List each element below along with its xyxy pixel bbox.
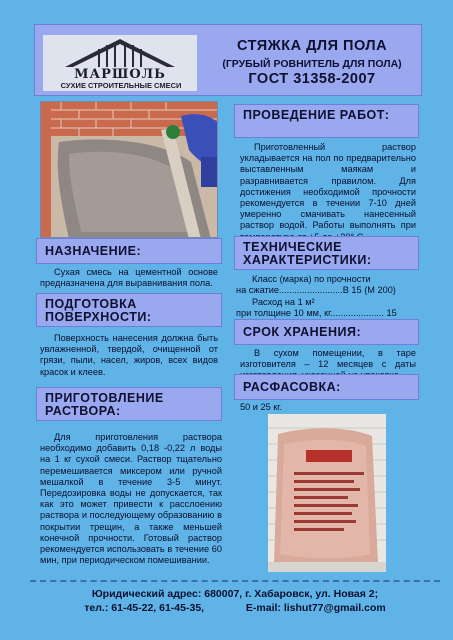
preparation-heading: ПРИГОТОВЛЕНИЕ РАСТВОРА: (36, 387, 222, 421)
header-banner (34, 24, 422, 96)
shelf-life-text: В сухом помещении, в таре изготовителя – 12 месяцев с даты (240, 348, 416, 370)
company-logo (43, 35, 197, 91)
spec-row: на сжатие.........................В 15 (М 200) (236, 285, 396, 295)
application-heading: ПРОВЕДЕНИЕ РАБОТ: (234, 104, 419, 138)
legal-address: Юридический адрес: 680007, г. Хабаровск, ул. Новая 2; (91, 588, 379, 600)
floor-screed-photo (40, 101, 218, 238)
logo-name: МАРШОЛЬ (74, 67, 166, 82)
packaging-heading: РАСФАСОВКА: (234, 374, 419, 400)
application-text: Приготовленный раствор укладывается на пол по предварительно выставленным маякам и разравнивается правилом. Для достижения необходимой прочности рекомендуется в течении 7-10 дней умеренно смачивать нанесенный раствор водой. Работы выполнять при (240, 142, 416, 231)
purpose-heading: НАЗНАЧЕНИЕ: (36, 238, 222, 264)
specs-heading: ТЕХНИЧЕСКИЕ ХАРАКТЕРИСТИКИ: (234, 236, 419, 270)
purpose-text: Сухая смесь на цементной основе предназначена для выравнивания пола. (40, 267, 218, 289)
contact-line (30, 602, 440, 614)
phone-numbers: тел.: 61-45-22, 61-45-35, (84, 602, 205, 614)
email-link[interactable]: E-mail: lishut77@gmail.com (245, 602, 386, 614)
product-title: СТЯЖКА ДЛЯ ПОЛА (236, 38, 388, 54)
product-standard: ГОСТ 31358-2007 (248, 71, 376, 87)
preparation-text: Для приготовления раствора необходимо добавить 0,18 -0,22 л воды на 1 кг сухой смеси. Раствор тщательно перемешивается миксером или ручной мешалкой в течение 3-5 минут. Передозировка воды не допускается, так как это может привести к расслоению раствора и последующему образованию в покрытии трещин, а также меньшей конечной прочности. Готовый раствор рекомендуется использовать в течение 60 мин, при периодическом помешивании. (40, 432, 222, 566)
surface-text: Поверхность нанесения должна быть увлажненной, твердой, очищенной от грязи, пыли, насел, жиров, всех видов красок и клеев. (40, 333, 218, 377)
spec-row: при толщине 10 мм, кг..................... 15 (236, 308, 397, 318)
product-subtitle: (ГРУБЫЙ РОВНИТЕЛЬ ДЛЯ ПОЛА) (222, 58, 402, 70)
product-bag-photo (268, 414, 386, 572)
surface-heading: ПОДГОТОВКА ПОВЕРХНОСТИ: (36, 293, 222, 327)
spec-row: Класс (марка) по прочности (252, 274, 371, 284)
packaging-text: 50 и 25 кг. (240, 402, 283, 412)
spec-row: Расход на 1 м² (252, 297, 315, 307)
logo-tagline: СУХИЕ СТРОИТЕЛЬНЫЕ СМЕСИ (60, 81, 182, 90)
shelf-life-heading: СРОК ХРАНЕНИЯ: (234, 319, 419, 345)
footer-contacts (30, 580, 440, 632)
